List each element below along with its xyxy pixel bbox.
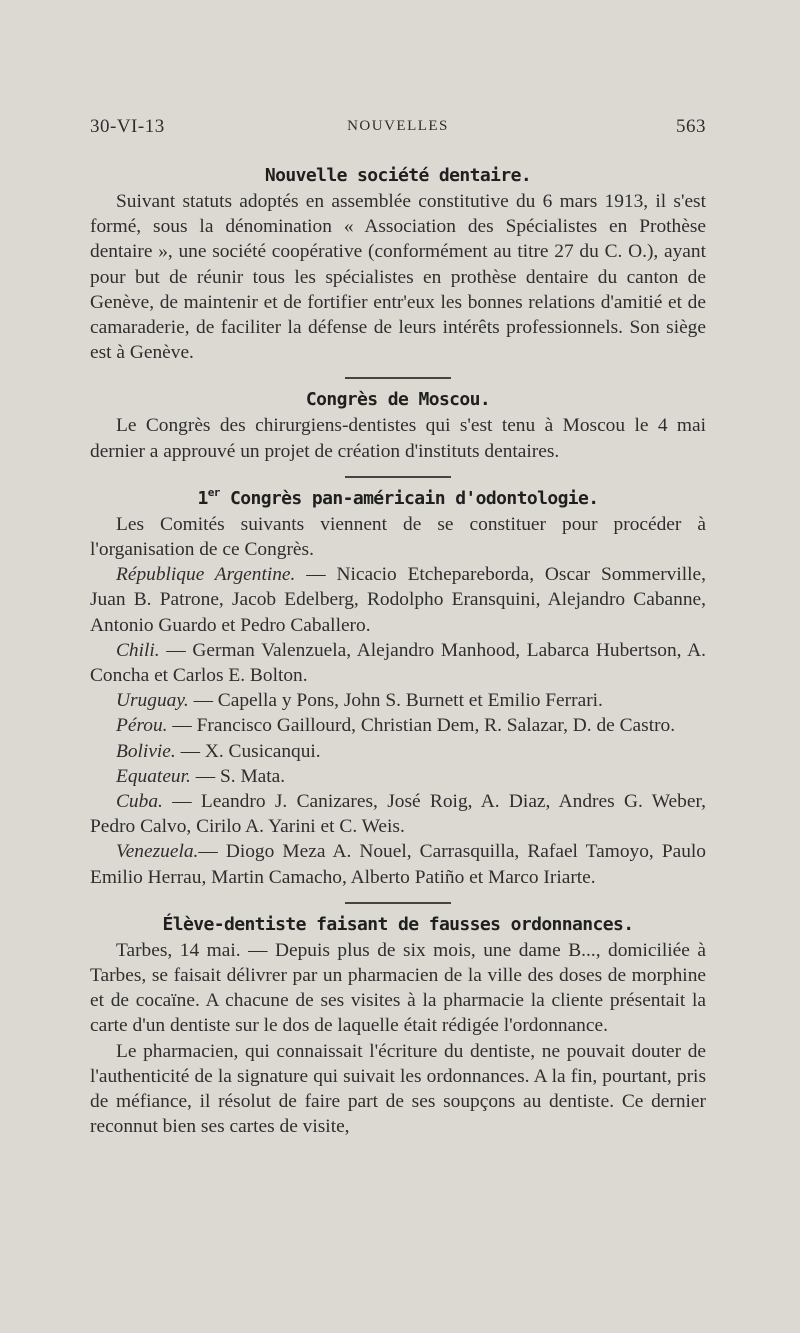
- country-name: Pérou.: [116, 715, 168, 737]
- country-name: Bolivie.: [116, 740, 176, 762]
- paragraph: Le pharmacien, qui connaissait l'écriture du dentiste, ne pouvait douter de l'authenticité de la signature qui suivait les ordonnances. A la fin, pourtant, pris de méfiance, il résolut de faire part de ses soupçons au dentiste. Ce dernier reconnut bien ses cartes de visite,: [90, 1040, 706, 1138]
- section-title-societe: Nouvelle société dentaire.: [264, 165, 532, 186]
- article-body: [90, 163, 706, 1140]
- committee-members: — X. Cusicanqui.: [175, 740, 321, 762]
- section-title-moscou: Congrès de Moscou.: [305, 389, 491, 411]
- country-name: Cuba.: [116, 791, 163, 813]
- committee-entry: [90, 638, 706, 688]
- paragraph: Tarbes, 14 mai. — Depuis plus de six mois, une dame B..., domiciliée à Tarbes, se faisait délivrer par un pharmacien de la ville des doses de morphine et de cocaïne. A chacune de ses visites à la pharmacie la cliente présentait la carte d'un dentiste sur le dos de laquelle était rédigée l'ordonnance.: [90, 939, 706, 1037]
- committee-members: — Nicacio Etchepareborda, Oscar Sommerville, Juan B. Patrone, Jacob Edelberg, Rodolpho Eransquini, Alejandro Cabanne, Antonio Guardo et Pedro Caballero.: [90, 564, 706, 636]
- country-name: Uruguay.: [116, 690, 189, 712]
- paragraph: Les Comités suivants viennent de se constituer pour procéder à l'organisation de ce Congrès.: [90, 513, 706, 561]
- section-title-eleve: Élève-dentiste faisant de fausses ordonnances.: [162, 913, 634, 935]
- committee-entry: [90, 764, 706, 789]
- committee-entry: [90, 739, 706, 764]
- committee-members: — Capella y Pons, John S. Burnett et Emilio Ferrari.: [188, 690, 603, 712]
- country-name: Chili.: [116, 639, 160, 661]
- header-section: NOUVELLES: [347, 118, 449, 134]
- committee-members: — Diogo Meza A. Nouel, Carrasquilla, Rafael Tamoyo, Paulo Emilio Herrau, Martin Camacho, Alberto Patiño et Marco Iriarte.: [90, 841, 706, 888]
- committee-members: — Francisco Gaillourd, Christian Dem, R. Salazar, D. de Castro.: [167, 715, 676, 737]
- committee-members: — S. Mata.: [190, 765, 286, 787]
- committee-entry: [90, 789, 706, 839]
- country-name: Equateur.: [116, 765, 191, 787]
- section-divider: [345, 902, 451, 904]
- title-text: Congrès pan-américain d'odontologie.: [219, 487, 599, 509]
- title-superscript: er: [207, 485, 220, 499]
- page-number: 563: [676, 116, 706, 137]
- section-divider: [345, 476, 451, 478]
- committee-members: — German Valenzuela, Alejandro Manhood, Labarca Hubertson, A. Concha et Carlos E. Bolton.: [90, 639, 706, 687]
- header-date: 30-VI-13: [90, 116, 165, 137]
- paragraph: Suivant statuts adoptés en assemblée constitutive du 6 mars 1913, il s'est formé, sous la dénomination « Association des Spécialistes en Prothèse dentaire », une société coopérative (conformément au titre 27 du C. O.), ayant pour but de réunir tous les spécialistes en prothèse dentaire du canton de Genève, de maintenir et de fortifier entr'eux les bonnes relations d'amitié et de camaraderie, de faciliter la défense de leurs intérêts professionnels. Son siège est à Genève.: [90, 191, 706, 364]
- committee-entry: [90, 562, 706, 638]
- title-number: 1: [197, 487, 208, 509]
- section-divider: [345, 377, 451, 379]
- committee-entry: [90, 839, 706, 889]
- section-title-congres: [90, 486, 706, 512]
- country-name: Venezuela.: [116, 841, 199, 863]
- committee-entry: [90, 713, 706, 738]
- country-name: République Argentine.: [116, 564, 296, 586]
- committee-members: — Leandro J. Canizares, José Roig, A. Diaz, Andres G. Weber, Pedro Calvo, Cirilo A. Yarini et C. Weis.: [90, 791, 706, 838]
- committee-entry: [90, 688, 706, 713]
- running-header: [90, 116, 706, 142]
- paragraph: Le Congrès des chirurgiens-dentistes qui s'est tenu à Moscou le 4 mai dernier a approuvé un projet de création d'instituts dentaires.: [90, 415, 706, 462]
